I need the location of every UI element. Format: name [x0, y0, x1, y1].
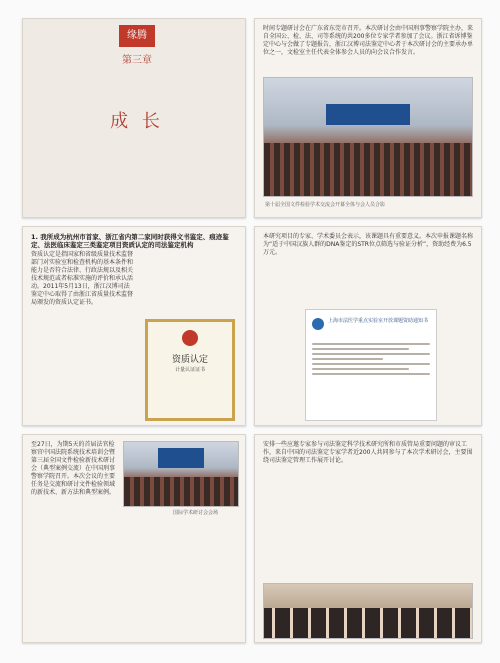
conference-audience: [264, 143, 472, 196]
group-people: [264, 608, 472, 638]
conference-page: [254, 18, 482, 218]
chapter-title-page: [22, 18, 246, 218]
document-text-lines: [312, 340, 430, 378]
seminar-photo-caption: 国际学术研讨会会场: [173, 510, 219, 516]
certification-body-text: 资质认定是指国家和省级质量技术监督部门对实验室和检查机构的基本条件和能力是否符合法律、行政法规以及相关技术规范或者标准实施的评价和承认活动。2011年5月13日，浙江汉博司法鉴定中心取得了由浙江省质量技术监督局颁发的资质认定证书。: [31, 251, 134, 306]
chapter-title: 成 长: [110, 111, 164, 132]
seminar-audience: [124, 477, 238, 506]
seminar-banner: [158, 448, 204, 467]
certificate-subtitle: 计量认证证书: [174, 367, 205, 373]
chapter-logo: 缘腾: [119, 25, 155, 47]
conference-stage-banner: [326, 104, 409, 125]
national-emblem-icon: [182, 330, 198, 346]
research-intro-text: 本研究项目的专家、学术委员会表示，该课题具有重要意义。本次申报课题名称为“适于中国汉族人群的DNA鉴定的STR位点筛选与验证分析”，资助经费为6.5万元。: [263, 233, 474, 256]
section-heading: 1. 我所成为杭州市首家、浙江省内第二家同时获得文书鉴定、痕迹鉴定、法医临床鉴定三类鉴定项目资质认定的司法鉴定机构: [31, 233, 229, 249]
grant-notice-title: 上海市法医学重点实验室开放课题资助通知书: [328, 318, 429, 324]
group-photo-page: [254, 434, 482, 643]
conference-photo-caption: 第十届全国文件检验学术交流会开幕全体与会人员合影: [265, 202, 386, 208]
certificate-title: 资质认定: [171, 355, 208, 365]
conference-photo: [263, 77, 473, 197]
conference-intro-text: 时间专题研讨会在广东省东莞市召开。本次研讨会由中国刑事警察学院主办，来自全国公、检、法、司等系统的共200多位专家学者参加了会议。浙江省诉博鉴定中心与会做了专题报告，浙江汉博司法鉴定中心者于本次研讨会的主要承办单位之一，文检室主任代表全体参会人员的向会议合作发言。: [263, 25, 474, 56]
grant-notice-document: [305, 309, 437, 421]
certification-page: [22, 226, 246, 426]
research-grant-page: [254, 226, 482, 426]
group-photo: [263, 583, 473, 639]
seminar-body-text: 至27日，为期5天的首届法官检察官中国法院系统技术培训会暨第三届全国文件检验新技术研讨会（典型案例交流）在中国刑事警察学院召开。本次会议的主要任务是交流和研讨文件检验领域的新技术、新方法和典型案例。: [31, 441, 116, 496]
certificate-image: [145, 319, 235, 421]
chapter-number: 第三章: [122, 55, 152, 66]
seminar-photo: [123, 441, 239, 507]
group-page-text: 安排一些应邀专家参与司法鉴定科学技术研究所和市质管局重要问题的审议工作，来自中国的司法鉴定专家学者近200人共同参与了本次学术研讨会，主要围绕司法鉴定管理工作展开讨论。: [263, 441, 473, 464]
training-seminar-page: [22, 434, 246, 643]
institution-logo-icon: [312, 318, 324, 330]
